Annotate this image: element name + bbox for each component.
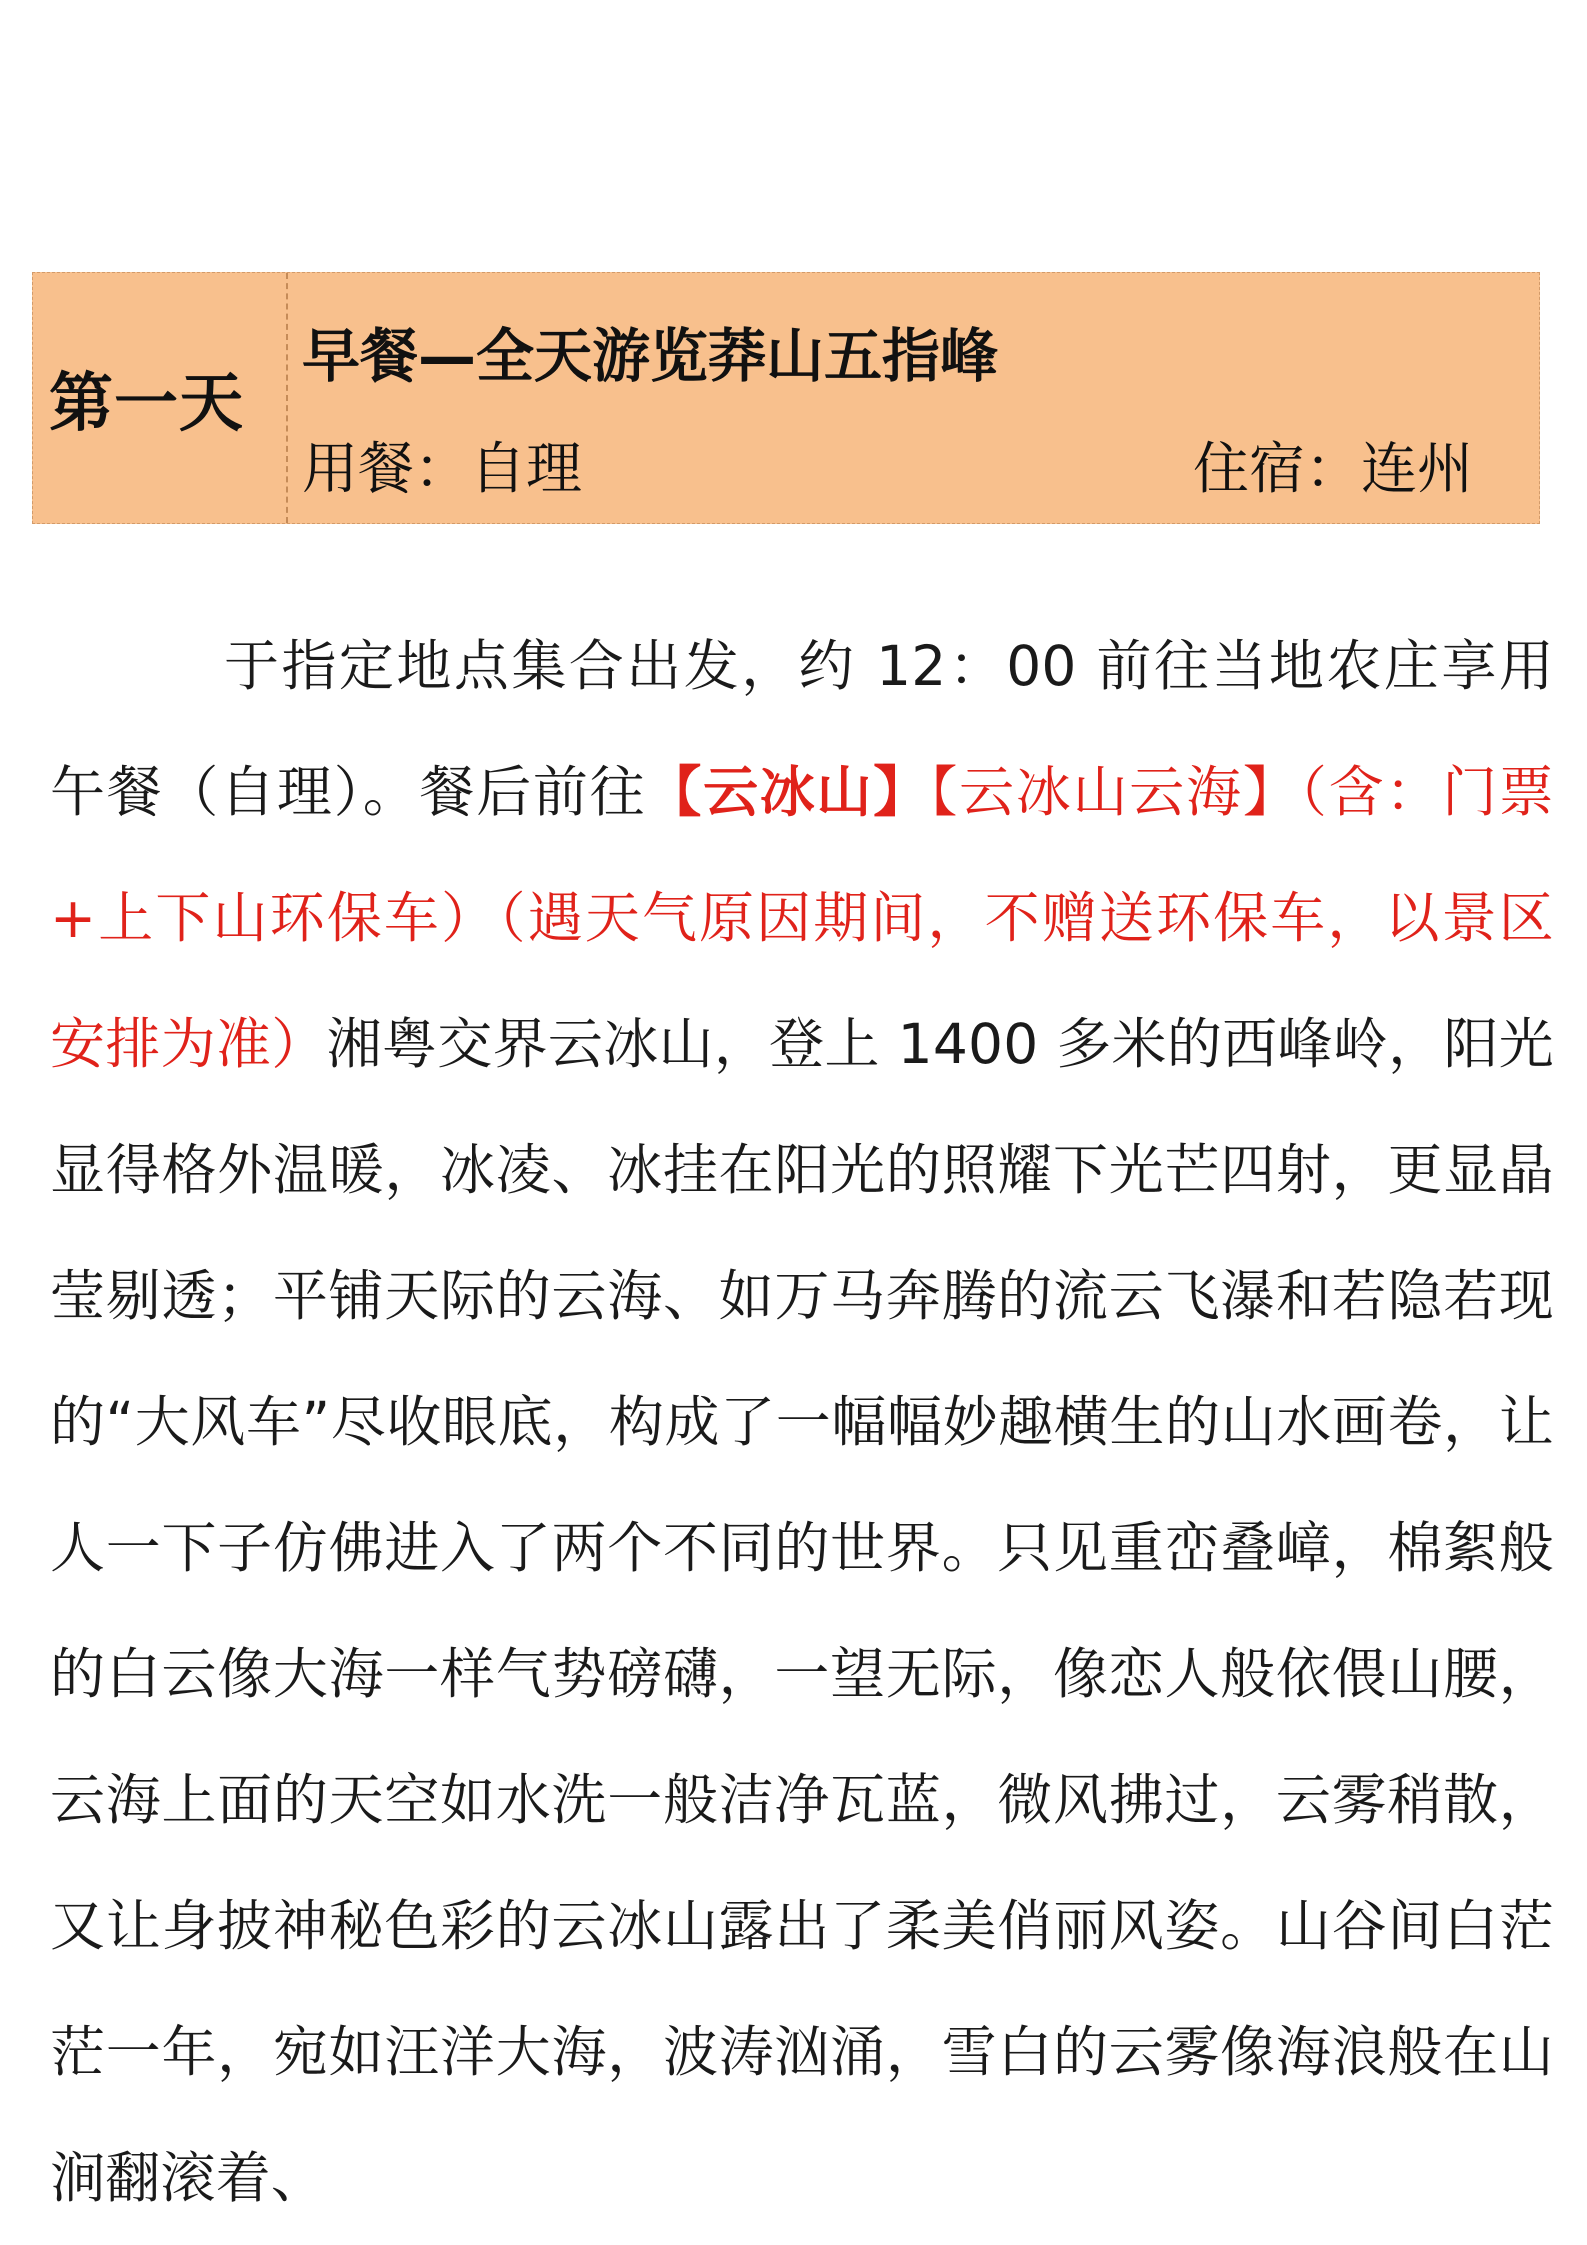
description-text-main: 湘粤交界云冰山，登上 1400 多米的西峰岭，阳光显得格外温暖，冰凌、冰挂在阳光的照耀下光芒四射，更显晶莹剔透；平铺天际的云海、如万马奔腾的流云飞瀑和若隐若现的“大风车”尽收眼底，构成了一幅幅妙趣横生的山水画卷，让人一下子仿佛进入了两个不同的世界。只见重峦叠嶂，棉絮般的白云像大海一样气势磅礴，一望无际，像恋人般依偎山腰，云海上面的天空如水洗一般洁净瓦蓝，微风拂过，云雾稍散，又让身披神秘色彩的云冰山露出了柔美俏丽风姿。山谷间白茫茫一年，宛如汪洋大海，波涛汹涌，雪白的云雾像海浪般在山涧翻滚着、 [50,1012,1554,2210]
itinerary-info-cell [288,273,1539,523]
day-header-table [32,272,1540,524]
description-text-intro: 于指定地点集合出发，约 12：00 前往当地农庄享用午餐（自理）。餐后前往 [50,634,1554,824]
day-label: 第一天 [49,367,244,441]
highlight-yunbingshan: 【云冰山】 [646,760,930,824]
highlight-yunbingshan-cloud-sea: 【云冰山云海】（含：门票+上下山环保车）（遇天气原因期间，不赠送环保车，以景区安排为准） [50,760,1554,1076]
meal-info: 用餐：自理 [302,437,582,502]
day-label-cell [33,273,288,523]
itinerary-title: 早餐—全天游览莽山五指峰 [302,322,999,390]
itinerary-description [50,603,1554,2241]
lodging-info: 住宿：连州 [1193,437,1473,502]
